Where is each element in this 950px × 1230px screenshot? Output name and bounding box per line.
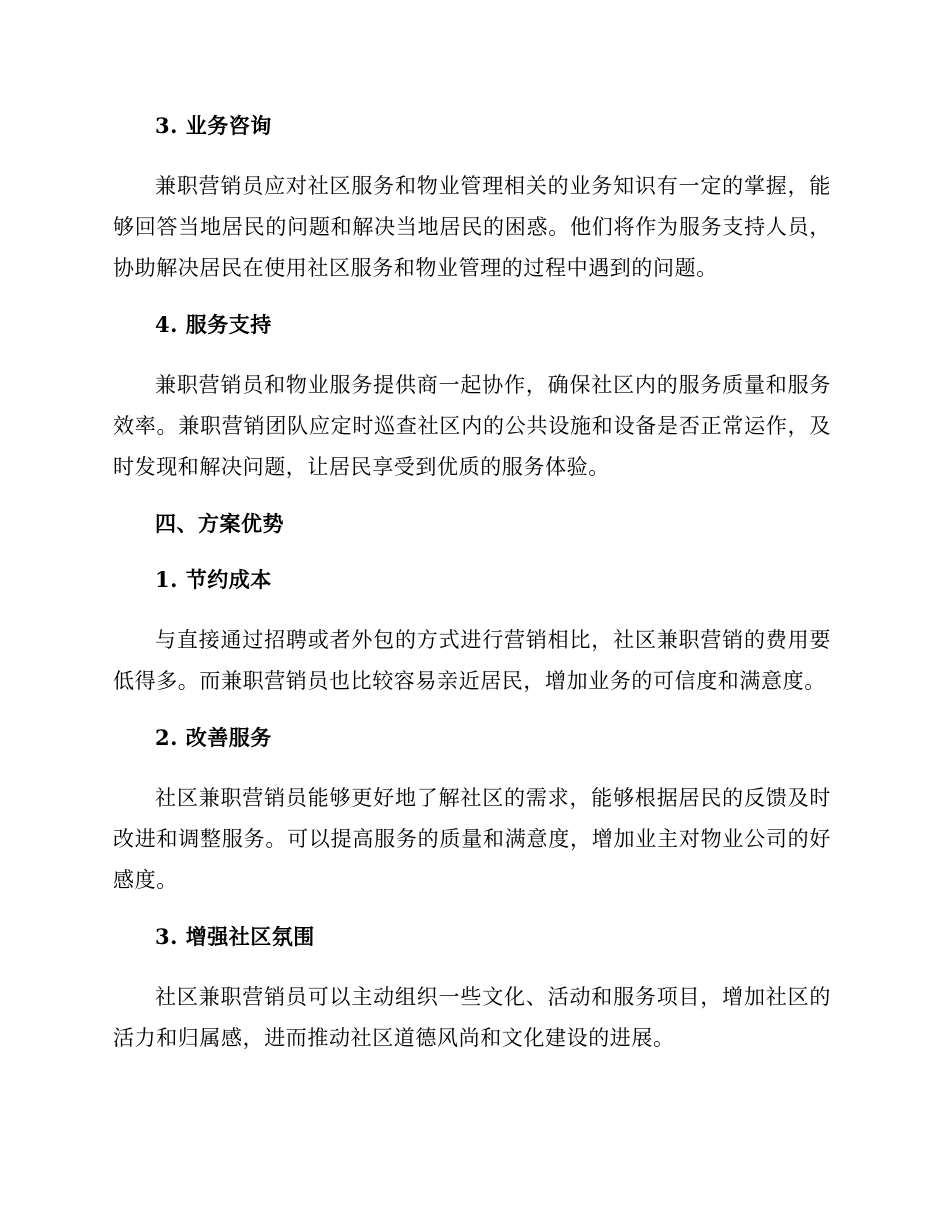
section-paragraph-improve-service: 社区兼职营销员能够更好地了解社区的需求，能够根据居民的反馈及时改进和调整服务。可以提高服务的质量和满意度，增加业主对物业公司的好感度。 [113,786,831,892]
section-heading-cost-saving: 1. 节约成本 [155,567,272,592]
chapter-heading-plan-advantages: 四、方案优势 [155,511,284,536]
document-page [113,110,831,1059]
section-heading-community-atmosphere: 3. 增强社区氛围 [155,924,315,949]
section-paragraph-service-support: 兼职营销员和物业服务提供商一起协作，确保社区内的服务质量和服务效率。兼职营销团队应定时巡查社区内的公共设施和设备是否正常运作，及时发现和解决问题，让居民享受到优质的服务体验。 [113,373,831,479]
section-heading-service-support: 4. 服务支持 [155,312,272,337]
section-paragraph-business-consulting: 兼职营销员应对社区服务和物业管理相关的业务知识有一定的掌握，能够回答当地居民的问题和解决当地居民的困惑。他们将作为服务支持人员，协助解决居民在使用社区服务和物业管理的过程中遇到的问题。 [113,174,831,280]
section-paragraph-cost-saving: 与直接通过招聘或者外包的方式进行营销相比，社区兼职营销的费用要低得多。而兼职营销员也比较容易亲近居民，增加业务的可信度和满意度。 [113,628,831,693]
section-heading-business-consulting: 3. 业务咨询 [155,113,272,138]
section-heading-improve-service: 2. 改善服务 [155,725,272,750]
section-paragraph-community-atmosphere: 社区兼职营销员可以主动组织一些文化、活动和服务项目，增加社区的活力和归属感，进而推动社区道德风尚和文化建设的进展。 [113,985,831,1050]
